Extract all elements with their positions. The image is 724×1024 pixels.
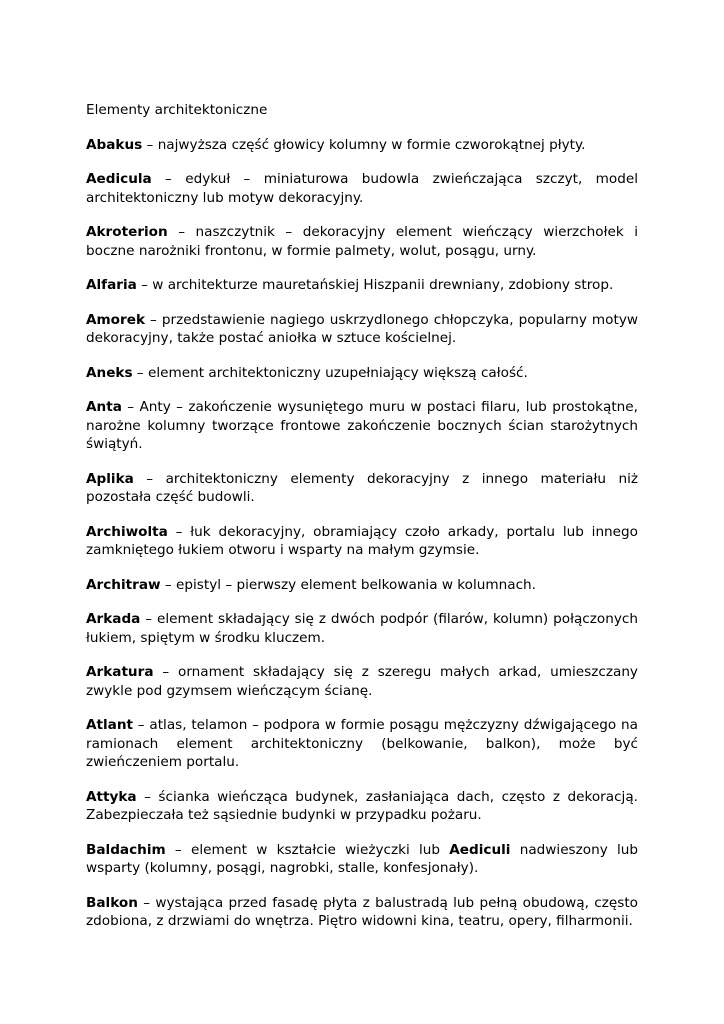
glossary-entry — [86, 136, 638, 155]
entry-dash: – — [137, 894, 156, 911]
entry-dash: – — [165, 841, 191, 858]
entry-definition: wystająca przed fasadę płyta z balustradą lub pełną obudową, często zdobiona, z drzwiami do wnętrza. Piętro widowni kina, teatru, opery, filharmonii. — [86, 894, 638, 929]
entry-term: Amorek — [86, 311, 145, 328]
entry-definition: w architekturze mauretańskiej Hiszpanii drewniany, zdobiony strop. — [152, 277, 614, 293]
entry-definition: atlas, telamon – podpora w formie posągu mężczyzny dźwigającego na ramionach element architektoniczny (belkowanie, balkon), może być zwieńczeniem portalu. — [86, 717, 638, 770]
entry-term: Abakus — [86, 136, 143, 153]
entry-definition: ornament składający się z szeregu małych arkad, umieszczany zwykle pod gzymsem wieńczącym ścianę. — [86, 664, 638, 699]
entry-dash: – — [145, 311, 162, 328]
entry-definition: przedstawienie nagiego uskrzydlonego chłopczyka, popularny motyw dekoracyjny, także postać aniołka w sztuce kościelnej. — [86, 311, 638, 346]
entry-definition: element w kształcie wieżyczki lub — [190, 841, 441, 858]
entry-term: Atlant — [86, 717, 134, 733]
entry-term: Archiwolta — [86, 523, 168, 540]
entry-term: Arkada — [86, 611, 141, 627]
entry-definition: element składający się z dwóch podpór (filarów, kolumn) połączonych łukiem, spiętym w środku kluczem. — [86, 611, 638, 646]
glossary-entry — [86, 716, 638, 772]
entry-term: Balkon — [86, 894, 138, 911]
entry-term: Arkatura — [86, 664, 154, 680]
entry-definition: element architektoniczny uzupełniający większą całość. — [148, 364, 528, 381]
glossary-entry — [86, 470, 638, 507]
glossary-entry — [86, 398, 638, 454]
entry-term: Alfaria — [86, 277, 137, 293]
glossary-entry — [86, 610, 638, 647]
entry-definition: łuk dekoracyjny, obramiający czoło arkady, portalu lub innego zamkniętego łukiem otworu i wsparty na małym gzymsie. — [86, 523, 638, 558]
entry-term: Anta — [86, 399, 122, 415]
entry-term: Baldachim — [86, 841, 166, 858]
entry-definition: ścianka wieńcząca budynek, zasłaniająca dach, często z dekoracją. Zabezpieczała też sąsiednie budynki w przypadku pożaru. — [86, 788, 638, 823]
entry-dash: – — [132, 364, 149, 381]
glossary-entry — [86, 223, 638, 260]
glossary-entry — [86, 663, 638, 700]
document-page — [86, 101, 638, 947]
entry-term: Aneks — [86, 364, 133, 381]
entry-definition: epistyl – pierwszy element belkowania w kolumnach. — [176, 576, 536, 593]
entry-dash: – — [136, 788, 159, 805]
entry-dash: – — [160, 576, 177, 593]
glossary-entry — [86, 311, 638, 348]
entry-dash: – — [121, 399, 140, 415]
entry-definition: Anty – zakończenie wysuniętego muru w postaci filaru, lub prostokątne, narożne kolumny tworzące frontowe zakończenie bocznych ścian starożytnych świątyń. — [86, 399, 638, 452]
entry-definition: nadwieszony lub wsparty (kolumny, posągi, nagrobki, stalle, konfesjonały). — [86, 841, 639, 876]
entry-dash: – — [167, 523, 191, 540]
entry-dash: – — [133, 717, 150, 733]
entry-dash: – — [136, 277, 153, 293]
glossary-entry — [86, 841, 638, 878]
entry-dash: – — [142, 136, 158, 153]
entry-definition: naszczytnik – dekoracyjny element wieńczący wierzchołek i boczne narożniki frontonu, w formie palmety, wolut, posągu, urny. — [86, 224, 638, 259]
entry-term: Architraw — [86, 576, 161, 593]
entry-term: Akroterion — [86, 224, 168, 240]
entry-term: Attyka — [86, 788, 137, 805]
entry-definition: architektoniczny elementy dekoracyjny z innego materiału niż pozostała część budowli. — [86, 470, 638, 505]
document-title: Elementy architektoniczne — [86, 102, 268, 118]
glossary-entry — [86, 276, 638, 295]
glossary-entry — [86, 788, 638, 825]
entry-definition: edykuł – miniaturowa budowla zwieńczająca szczyt, model architektoniczny lub motyw dekoracyjny. — [86, 171, 638, 206]
glossary-entry — [86, 364, 638, 383]
glossary-entry — [86, 576, 638, 595]
entry-definition: najwyższa część głowicy kolumny w formie czworokątnej płyty. — [157, 136, 586, 153]
entry-dash: – — [153, 664, 179, 680]
entry-inline-term: Aediculi — [449, 841, 511, 858]
entry-term: Aplika — [86, 470, 134, 487]
glossary-entry — [86, 170, 638, 207]
glossary-entry — [86, 523, 638, 560]
entry-dash: – — [140, 611, 158, 627]
glossary-entry — [86, 894, 638, 931]
entry-dash: – — [151, 171, 186, 187]
entry-term: Aedicula — [86, 171, 152, 187]
entry-dash: – — [133, 470, 166, 487]
entry-dash: – — [167, 224, 196, 240]
